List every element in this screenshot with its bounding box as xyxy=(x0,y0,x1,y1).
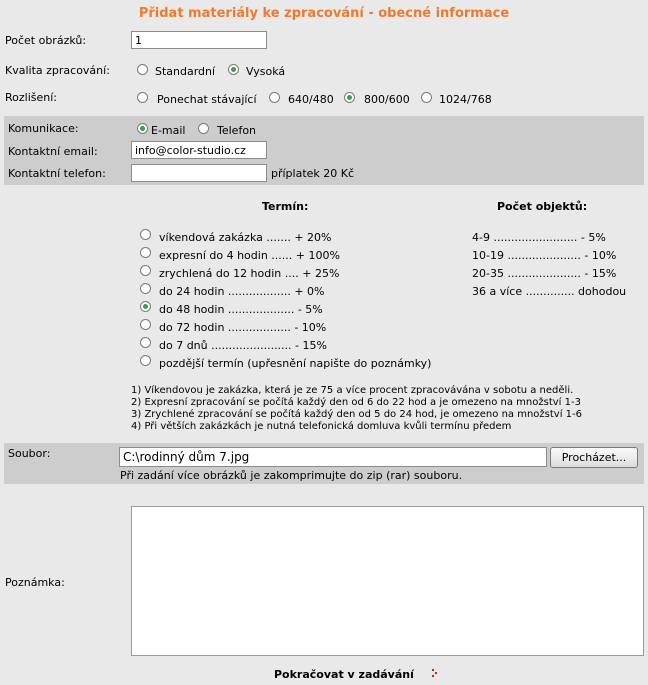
termin-label-zrychlena: zrychlená do 12 hodin .... + 25% xyxy=(159,267,340,280)
telefon-input[interactable] xyxy=(131,164,267,182)
termin-radio-vikendova[interactable] xyxy=(140,229,151,240)
poznamka-textarea[interactable] xyxy=(131,506,644,656)
termin-heading: Termín: xyxy=(262,200,309,213)
browse-button[interactable]: Procházet... xyxy=(550,447,638,468)
rozliseni-640-radio[interactable] xyxy=(269,92,280,103)
telefon-surcharge: příplatek 20 Kč xyxy=(271,167,355,180)
objekty-row: 4-9 ........................ - 5% xyxy=(472,231,606,244)
termin-label-48h: do 48 hodin ................... - 5% xyxy=(159,303,323,316)
pocet-input[interactable] xyxy=(131,31,267,49)
rozliseni-800-radio[interactable] xyxy=(344,92,355,103)
kvalita-vysoka-label: Vysoká xyxy=(246,65,286,78)
note-2: 2) Expresní zpracování se počítá každý den od 6 do 22 hod a je omezeno na množství 1-3 xyxy=(131,397,581,408)
termin-radio-24h[interactable] xyxy=(140,283,151,294)
termin-label-7dnu: do 7 dnů ....................... - 15% xyxy=(159,339,327,352)
rozliseni-1024-radio[interactable] xyxy=(421,92,432,103)
termin-label-72h: do 72 hodin .................. - 10% xyxy=(159,321,327,334)
kvalita-vysoka-radio[interactable] xyxy=(228,64,239,75)
termin-radio-7dnu[interactable] xyxy=(140,337,151,348)
telefon-label: Kontaktní telefon: xyxy=(8,167,106,180)
soubor-label: Soubor: xyxy=(8,447,51,460)
poznamka-label: Poznámka: xyxy=(5,576,65,589)
rozliseni-label: Rozlišení: xyxy=(5,91,57,104)
objekty-row: 10-19 ..................... - 10% xyxy=(472,249,617,262)
rozliseni-800-label: 800/600 xyxy=(364,93,410,106)
komunikace-telefon-radio[interactable] xyxy=(198,123,209,134)
note-1: 1) Víkendovou je zakázka, která je ze 75 a více procent zpracovávána v sobotu a neděli. xyxy=(131,385,574,396)
termin-radio-48h[interactable] xyxy=(140,301,151,312)
termin-radio-expresni[interactable] xyxy=(140,247,151,258)
rozliseni-ponechat-label: Ponechat stávající xyxy=(157,93,257,106)
note-3: 3) Zrychlené zpracování se počítá každý den od 5 do 24 hod, je omezeno na množství 1-6 xyxy=(131,409,582,420)
pocet-objektu-heading: Počet objektů: xyxy=(497,200,588,213)
file-hint: Při zadání více obrázků je zakomprimujte do zip (rar) souboru. xyxy=(120,469,463,482)
komunikace-email-label: E-mail xyxy=(151,124,186,137)
termin-radio-zrychlena[interactable] xyxy=(140,265,151,276)
termin-radio-72h[interactable] xyxy=(140,319,151,330)
rozliseni-1024-label: 1024/768 xyxy=(439,93,492,106)
rozliseni-ponechat-radio[interactable] xyxy=(137,92,148,103)
kvalita-standardni-radio[interactable] xyxy=(137,64,148,75)
file-path-input[interactable] xyxy=(119,447,547,467)
pocet-label: Počet obrázků: xyxy=(5,34,87,47)
rozliseni-640-label: 640/480 xyxy=(288,93,334,106)
termin-radio-pozdejsi[interactable] xyxy=(140,355,151,366)
arrow-dots-icon xyxy=(432,669,439,678)
email-input[interactable] xyxy=(131,141,267,159)
komunikace-telefon-label: Telefon xyxy=(217,124,257,137)
komunikace-email-radio[interactable] xyxy=(137,123,148,134)
objekty-row: 20-35 ..................... - 15% xyxy=(472,267,617,280)
email-label: Kontaktní email: xyxy=(8,145,98,158)
termin-label-pozdejsi: pozdější termín (upřesnění napište do poznámky) xyxy=(159,357,432,370)
termin-label-expresni: expresní do 4 hodin ...... + 100% xyxy=(159,249,340,262)
termin-label-24h: do 24 hodin .................. + 0% xyxy=(159,285,325,298)
kvalita-label: Kvalita zpracování: xyxy=(5,64,110,77)
continue-link[interactable]: Pokračovat v zadávání xyxy=(274,668,414,681)
page-title: Přidat materiály ke zpracování - obecné informace xyxy=(138,6,510,21)
komunikace-label: Komunikace: xyxy=(8,122,79,135)
kvalita-standardni-label: Standardní xyxy=(155,65,216,78)
note-4: 4) Při větších zakázkách je nutná telefonická domluva kvůli termínu předem xyxy=(131,421,512,432)
objekty-row: 36 a více .............. dohodou xyxy=(472,285,627,298)
termin-label-vikendova: víkendová zakázka ....... + 20% xyxy=(159,231,332,244)
